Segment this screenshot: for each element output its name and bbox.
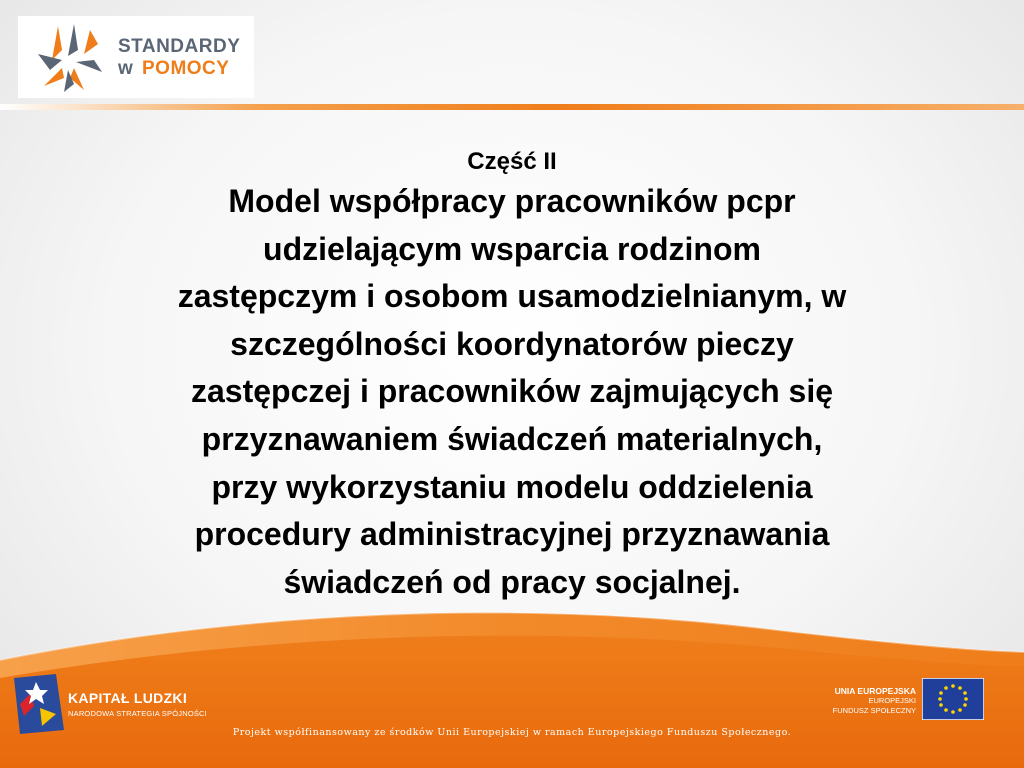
slide-title xyxy=(40,178,984,606)
efs-line: FUNDUSZ SPOŁECZNY xyxy=(832,706,916,715)
logo-text-w: w xyxy=(118,58,133,79)
title-line: szczególności koordynatorów pieczy xyxy=(230,325,794,362)
ue-line: UNIA EUROPEJSKA xyxy=(834,686,916,696)
title-line: świadczeń od pracy socjalnej. xyxy=(283,563,741,600)
logo-text-pomocy: POMOCY xyxy=(142,58,230,79)
standardy-w-pomocy-logo xyxy=(18,16,254,98)
kapital-ludzki-subtitle: NARODOWA STRATEGIA SPÓJNOŚCI xyxy=(68,709,207,718)
slide-header xyxy=(0,0,1024,108)
ue-efs-label xyxy=(800,686,916,716)
financing-note: Projekt współfinansowany ze środków Unii Europejskiej w ramach Europejskiego Funduszu Społecznego. xyxy=(232,727,792,738)
header-divider xyxy=(0,104,1024,110)
orange-wave-background xyxy=(0,600,1024,768)
title-line: przyznawaniem świadczeń materialnych, xyxy=(201,420,823,457)
eu-flag-icon xyxy=(922,678,984,720)
title-line: przy wykorzystaniu modelu oddzielenia xyxy=(211,468,813,505)
logo-text-standardy: STANDARDY xyxy=(118,36,241,57)
title-line: zastępczej i pracowników zajmujących się xyxy=(190,373,834,410)
kapital-ludzki-name: KAPITAŁ LUDZKI xyxy=(68,690,188,706)
title-line: udzielającym wsparcia rodzinom xyxy=(263,230,761,267)
efs-line: EUROPEJSKI xyxy=(868,696,916,705)
slide-footer xyxy=(0,600,1024,768)
slide-content xyxy=(40,146,984,606)
title-line: procedury administracyjnej przyznawania xyxy=(194,516,830,553)
kapital-ludzki-flag-icon xyxy=(12,674,66,734)
standardy-star-icon xyxy=(28,20,112,96)
title-line: Model współpracy pracowników pcpr xyxy=(228,183,796,219)
title-line: zastępczym i osobom usamodzielnianym, w xyxy=(177,278,847,315)
part-label: Część II xyxy=(467,148,557,175)
